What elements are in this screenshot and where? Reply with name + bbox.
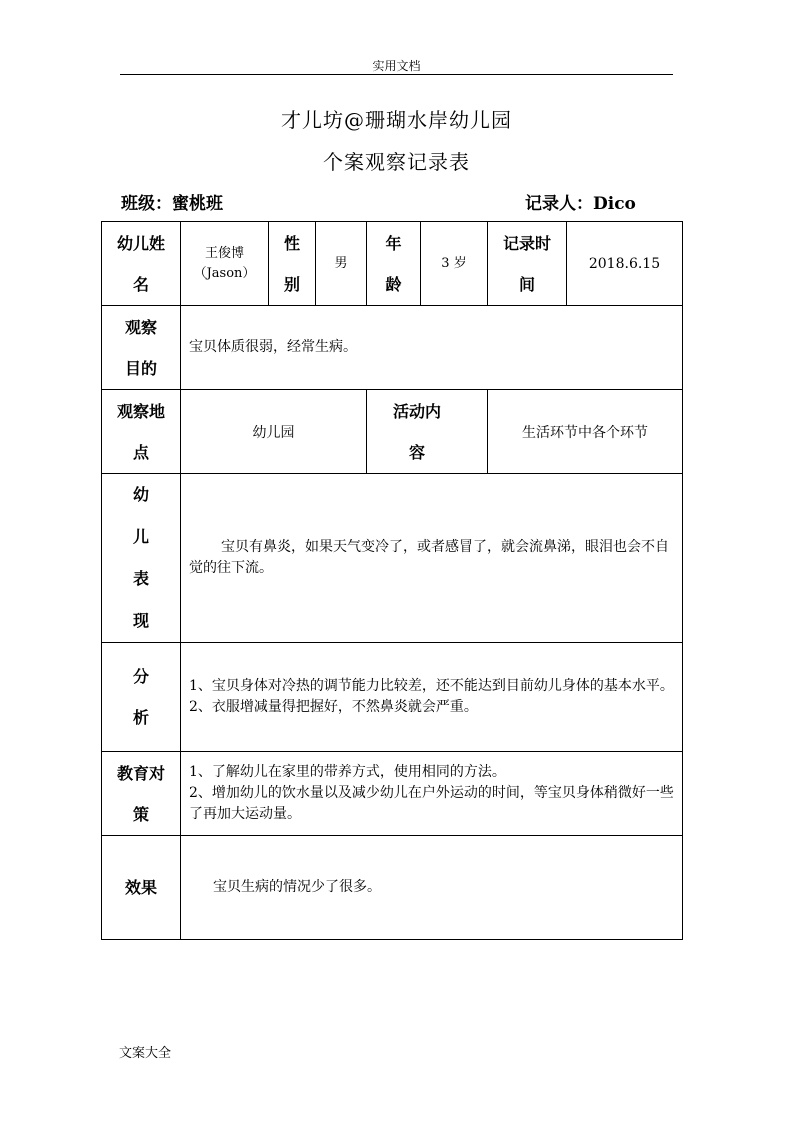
effect-text: 宝贝生病的情况少了很多。 [181, 836, 683, 940]
gender-label-line2: 别 [283, 274, 300, 294]
effect-label: 效果 [102, 836, 181, 940]
purpose-label-line1: 观察 [124, 317, 157, 337]
page-footer: 文案大全 [119, 1046, 172, 1061]
page-header: 实用文档 [372, 59, 421, 73]
strategy-row [102, 752, 683, 836]
gender-label-line1: 性 [283, 233, 300, 253]
place-label-cell [102, 390, 181, 474]
analysis-label-char2: 析 [132, 708, 149, 727]
purpose-label-line2: 目的 [124, 358, 157, 378]
behavior-label-char4: 现 [132, 611, 149, 630]
strategy-point-2: 2、增加幼儿的饮水量以及减少幼儿在户外运动的时间，等宝贝身体稍微好一些了再加大运动量。 [189, 785, 674, 822]
place-activity-row [102, 390, 683, 474]
form-title: 个案观察记录表 [323, 150, 470, 174]
record-time-label-cell [488, 222, 567, 306]
strategy-label-line2: 策 [132, 804, 149, 824]
place-label-line2: 点 [132, 442, 149, 462]
behavior-text: 宝贝有鼻炎，如果天气变冷了，或者感冒了，就会流鼻涕，眼泪也会不自觉的往下流。 [181, 474, 683, 643]
child-name-label-line2: 名 [132, 274, 149, 294]
analysis-label-char1: 分 [132, 667, 149, 686]
strategy-label-line1: 教育对 [116, 763, 165, 783]
place-value: 幼儿园 [181, 390, 367, 474]
behavior-label-char2: 儿 [132, 527, 149, 546]
purpose-label-cell [102, 306, 181, 390]
strategy-label-cell [102, 752, 181, 836]
record-time-label-line2: 间 [518, 274, 535, 294]
behavior-label-char3: 表 [132, 569, 149, 588]
behavior-label-char1: 幼 [132, 485, 149, 504]
activity-label-line1: 活动内 [392, 401, 441, 421]
header-divider [120, 74, 673, 75]
child-name-cell [181, 222, 269, 306]
strategy-text [181, 752, 683, 836]
activity-value: 生活环节中各个环节 [488, 390, 683, 474]
analysis-text [181, 643, 683, 752]
purpose-text: 宝贝体质很弱，经常生病。 [181, 306, 683, 390]
behavior-row [102, 474, 683, 643]
analysis-label-cell [102, 643, 181, 752]
record-time-label-line1: 记录时 [502, 233, 551, 253]
gender-label-cell [269, 222, 316, 306]
age-value: 3 岁 [421, 222, 488, 306]
document-title: 才儿坊@珊瑚水岸幼儿园 [281, 108, 512, 132]
effect-row [102, 836, 683, 940]
child-name-label-cell [102, 222, 181, 306]
child-name-value: 王俊博 [204, 245, 244, 261]
activity-label-cell [367, 390, 488, 474]
purpose-row [102, 306, 683, 390]
class-label: 班级：蜜桃班 [121, 194, 223, 214]
age-label-line1: 年 [385, 233, 402, 253]
child-name-label-line1: 幼儿姓 [116, 233, 165, 253]
observation-table [101, 221, 683, 940]
activity-label-line2: 容 [408, 442, 425, 462]
record-time-value: 2018.6.15 [567, 222, 683, 306]
place-label-line1: 观察地 [116, 401, 165, 421]
analysis-point-2: 2、衣服增减量得把握好，不然鼻炎就会严重。 [189, 699, 478, 715]
strategy-point-1: 1、了解幼儿在家里的带养方式，使用相同的方法。 [189, 764, 506, 780]
analysis-row [102, 643, 683, 752]
age-label-cell [367, 222, 421, 306]
child-english-name: （Jason） [193, 265, 256, 281]
behavior-label-cell [102, 474, 181, 643]
analysis-point-1: 1、宝贝身体对冷热的调节能力比较差，还不能达到目前幼儿身体的基本水平。 [189, 678, 674, 694]
basic-info-row [102, 222, 683, 306]
age-label-line2: 龄 [385, 274, 402, 294]
recorder-label: 记录人：Dico [525, 194, 636, 214]
gender-value: 男 [316, 222, 367, 306]
